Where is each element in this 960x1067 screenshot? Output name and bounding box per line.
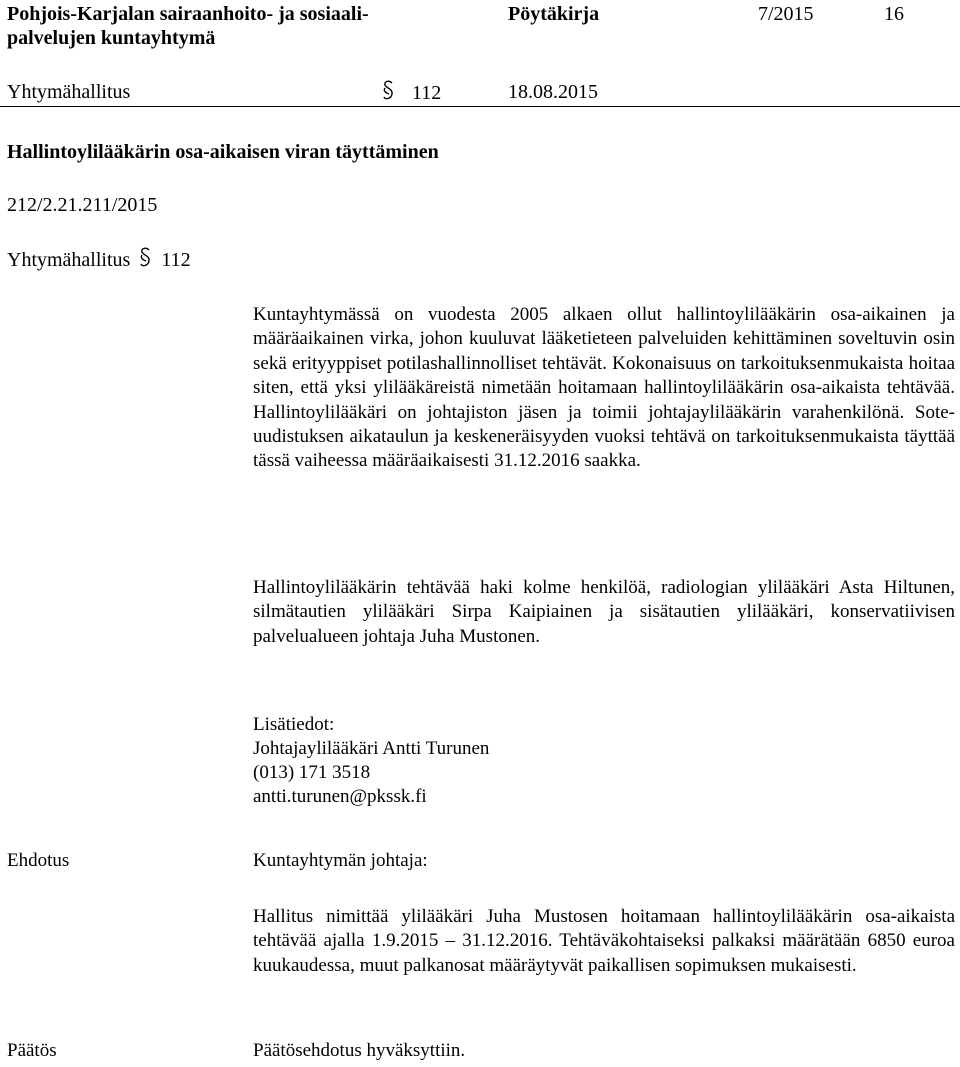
header-body-name: Yhtymähallitus	[7, 81, 131, 103]
document-number: 7/2015	[758, 3, 814, 25]
section-sign-icon	[382, 80, 395, 102]
organization-name-line1: Pohjois-Karjalan sairaanhoito- ja sosiaali-	[7, 3, 369, 25]
decision-text: Päätösehdotus hyväksyttiin.	[253, 1040, 466, 1061]
proposal-presenter: Kuntayhtymän johtaja:	[253, 850, 428, 871]
proposal-label: Ehdotus	[7, 850, 70, 871]
contact-label: Lisätiedot:	[253, 714, 335, 735]
section-sign-icon	[139, 247, 152, 269]
organization-name-line2: palvelujen kuntayhtymä	[7, 27, 216, 49]
header-divider	[0, 106, 960, 107]
header-section-number: 112	[412, 82, 442, 104]
document-type: Pöytäkirja	[508, 3, 600, 25]
diary-number: 212/2.21.211/2015	[7, 194, 158, 216]
contact-phone: (013) 171 3518	[253, 762, 371, 783]
page-title: Hallintoylilääkärin osa-aikaisen viran täyttäminen	[7, 141, 439, 163]
proposal-text: Hallitus nimittää ylilääkäri Juha Mustosen hoitamaan hallintoylilääkärin osa-aikaista tehtävää ajalla 1.9.2015 – 31.12.2016. Tehtäväkohtaiseksi palkaksi määrätään 6850 euroa kuukaudessa, muut palkanosat määräytyvät paikallisen sopimuksen mukaisesti.	[253, 906, 955, 976]
section-reference-number: 112	[161, 249, 191, 271]
contact-email: antti.turunen@pkssk.fi	[253, 786, 427, 807]
decision-label: Päätös	[7, 1040, 57, 1061]
header-date: 18.08.2015	[508, 81, 598, 103]
contact-block	[253, 713, 489, 809]
paragraph-background: Kuntayhtymässä on vuodesta 2005 alkaen ollut hallintoylilääkärin osa-aikainen ja määräaikainen virka, johon kuuluvat lääketieteen palveluiden kehittäminen soveltuvin osin sekä erityyppiset potilashallinnolliset tehtävät. Kokonaisuus on tarkoituksenmukaista hoitaa siten, että yksi ylilääkäreistä nimetään hoitamaan hallintoylilääkärin osa-aikaista tehtävää. Hallintoylilääkäri on johtajiston jäsen ja toimii johtajaylilääkärin varahenkilönä. Sote-uudistuksen aikataulun ja keskeneräisyyden vuoksi tehtävä on tarkoituksenmukaista täyttää tässä vaiheessa määräaikaisesti 31.12.2016 saakka.	[253, 304, 955, 472]
section-reference-body: Yhtymähallitus	[7, 249, 131, 271]
page-number: 16	[884, 3, 904, 25]
paragraph-applicants: Hallintoylilääkärin tehtävää haki kolme henkilöä, radiologian ylilääkäri Asta Hiltunen, silmätautien ylilääkäri Sirpa Kaipiainen ja sisätautien ylilääkäri, konservatiivisen palvelualueen johtaja Juha Mustonen.	[253, 577, 955, 647]
section-reference	[7, 247, 191, 272]
contact-name: Johtajaylilääkäri Antti Turunen	[253, 738, 490, 759]
header-section	[382, 80, 441, 105]
